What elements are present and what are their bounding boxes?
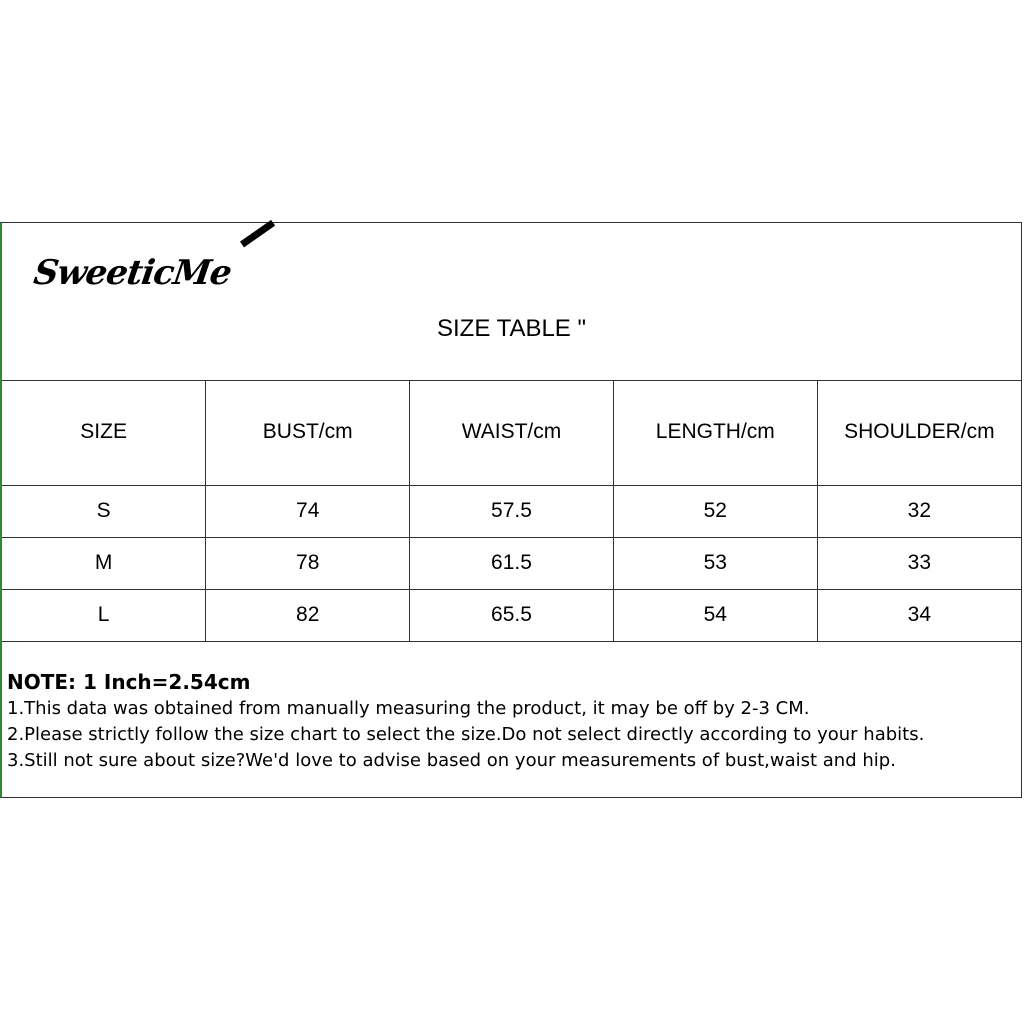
- size-chart: [0, 222, 1022, 798]
- cell-shoulder: 33: [817, 537, 1021, 589]
- cell-waist: 65.5: [410, 589, 614, 641]
- table-row: [2, 589, 1021, 641]
- cell-bust: 82: [206, 589, 410, 641]
- note-line: 2.Please strictly follow the size chart to select the size.Do not select directly according to your habits.: [7, 724, 925, 745]
- cell-length: 53: [613, 537, 817, 589]
- header-shoulder: SHOULDER/cm: [817, 380, 1021, 485]
- logo-dash-mark: [240, 220, 275, 248]
- cell-size: L: [2, 589, 206, 641]
- header-area: [2, 223, 1021, 381]
- table-row: [2, 485, 1021, 537]
- cell-shoulder: 34: [817, 589, 1021, 641]
- cell-length: 52: [613, 485, 817, 537]
- cell-bust: 74: [206, 485, 410, 537]
- cell-size: M: [2, 537, 206, 589]
- note-heading: NOTE: 1 Inch=2.54cm: [7, 670, 251, 694]
- table-row: [2, 537, 1021, 589]
- size-table: [2, 380, 1021, 642]
- note-line: 1.This data was obtained from manually measuring the product, it may be off by 2-3 CM.: [7, 698, 810, 719]
- header-size: SIZE: [2, 380, 206, 485]
- cell-bust: 78: [206, 537, 410, 589]
- cell-length: 54: [613, 589, 817, 641]
- note-line: 3.Still not sure about size?We'd love to advise based on your measurements of bust,waist and hip.: [7, 750, 896, 771]
- header-waist: WAIST/cm: [410, 380, 614, 485]
- cell-waist: 61.5: [410, 537, 614, 589]
- page-title: SIZE TABLE ": [436, 315, 586, 342]
- brand-logo: SweeticMe: [31, 253, 234, 293]
- notes-section: [7, 668, 924, 774]
- cell-shoulder: 32: [817, 485, 1021, 537]
- header-length: LENGTH/cm: [613, 380, 817, 485]
- table-header-row: [2, 380, 1021, 485]
- cell-size: S: [2, 485, 206, 537]
- cell-waist: 57.5: [410, 485, 614, 537]
- header-bust: BUST/cm: [206, 380, 410, 485]
